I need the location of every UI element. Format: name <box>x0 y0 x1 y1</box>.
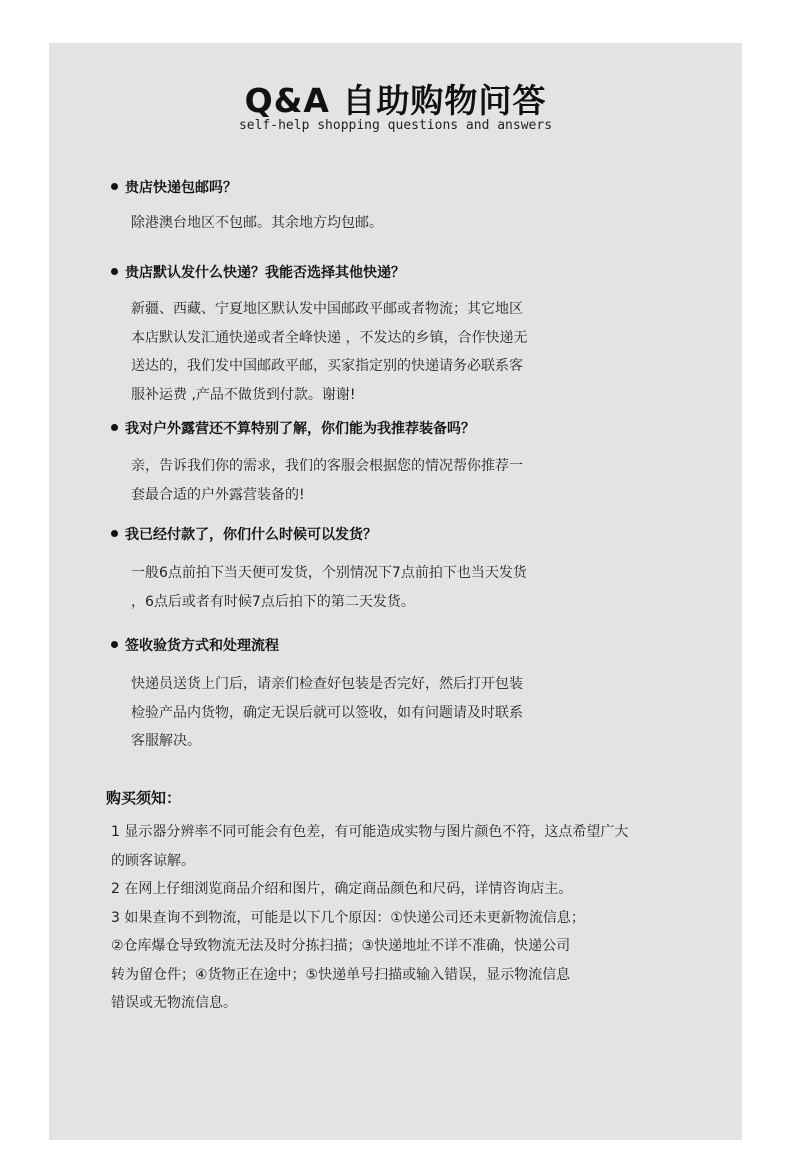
page-subtitle: self-help shopping questions and answers <box>238 118 553 133</box>
notice-line: 3 如果查询不到物流，可能是以下几个原因：①快递公司还未更新物流信息； <box>111 909 585 926</box>
notice-line: 转为留仓件；④货物正在途中；⑤快递单号扫描或输入错误，显示物流信息 <box>111 966 571 983</box>
question-2: 贵店默认发什么快递？我能否选择其他快递？ <box>111 262 405 282</box>
answer-2: 新疆、西藏、宁夏地区默认发中国邮政平邮或者物流；其它地区 本店默认发汇通快递或者全峰快递 ，不发达的乡镇，合作快递无 送达的，我们发中国邮政平邮，买家指定别的快递请务必联系客 服补运费 ,产品不做货到付款。谢谢! <box>131 301 528 403</box>
question-4: 我已经付款了，你们什么时候可以发货？ <box>111 524 377 544</box>
question-1: 贵店快递包邮吗？ <box>111 177 237 197</box>
bullet-icon <box>111 183 118 190</box>
notice-line: 2 在网上仔细浏览商品介绍和图片，确定商品颜色和尺码，详情咨询店主。 <box>111 881 573 897</box>
qa-panel <box>49 43 742 1140</box>
answer-1: 除港澳台地区不包邮。其余地方均包邮。 <box>131 215 383 231</box>
question-3: 我对户外露营还不算特别了解，你们能为我推荐装备吗？ <box>111 418 475 438</box>
page-title: Q&A 自助购物问答 <box>244 81 547 120</box>
bullet-icon <box>111 268 118 275</box>
bullet-icon <box>111 530 118 537</box>
bullet-icon <box>111 641 118 648</box>
answer-5: 快递员送货上门后，请亲们检查好包装是否完好，然后打开包装 检验产品内货物，确定无误后就可以签收，如有问题请及时联系 客服解决。 <box>131 676 523 749</box>
bullet-icon <box>111 424 118 431</box>
answer-3: 亲，告诉我们你的需求，我们的客服会根据您的情况帮你推荐一 套最合适的户外露营装备的! <box>131 458 523 503</box>
notice-list <box>111 818 628 1018</box>
notice-line: 的顾客谅解。 <box>111 852 195 869</box>
notice-line: 1 显示器分辨率不同可能会有色差，有可能造成实物与图片颜色不符，这点希望广大 <box>111 824 629 840</box>
answer-4: 一般6点前拍下当天便可发货，个别情况下7点前拍下也当天发货 ，6点后或者有时候7点后拍下的第二天发货。 <box>131 565 527 610</box>
notice-title: 购买须知： <box>106 789 182 807</box>
question-5: 签收验货方式和处理流程 <box>111 635 279 655</box>
notice-line: ②仓库爆仓导致物流无法及时分拣扫描；③快递地址不详不准确，快递公司 <box>111 938 571 954</box>
notice-line: 错误或无物流信息。 <box>111 995 237 1011</box>
